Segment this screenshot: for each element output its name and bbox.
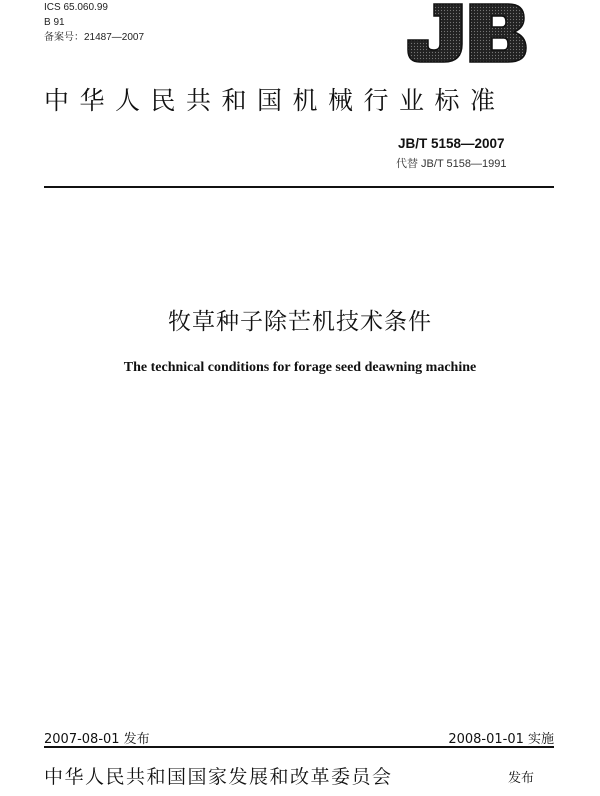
bottom-divider [44, 746, 554, 748]
document-title-chinese: 牧草种子除芒机技术条件 [168, 309, 432, 335]
document-title-english: The technical conditions for forage seed deawning machine [123, 360, 477, 375]
replaces-standard: 代替 JB/T 5158—1991 [396, 158, 507, 170]
ics-code: ICS 65.060.99 [44, 2, 108, 13]
issue-date: 2007-08-01 发布 [44, 732, 150, 747]
classification-code: B 91 [44, 17, 65, 28]
jb-logo [404, 0, 528, 66]
implementation-date: 2008-01-01 实施 [448, 732, 554, 747]
industry-standard-title: 中华人民共和国机械行业标准 [44, 86, 506, 115]
top-divider [44, 186, 554, 188]
standard-number: JB/T 5158—2007 [398, 136, 505, 151]
record-number: 备案号：21487—2007 [44, 32, 145, 43]
publisher-name: 中华人民共和国国家发展和改革委员会 [44, 766, 393, 788]
publisher-action: 发布 [508, 771, 535, 786]
